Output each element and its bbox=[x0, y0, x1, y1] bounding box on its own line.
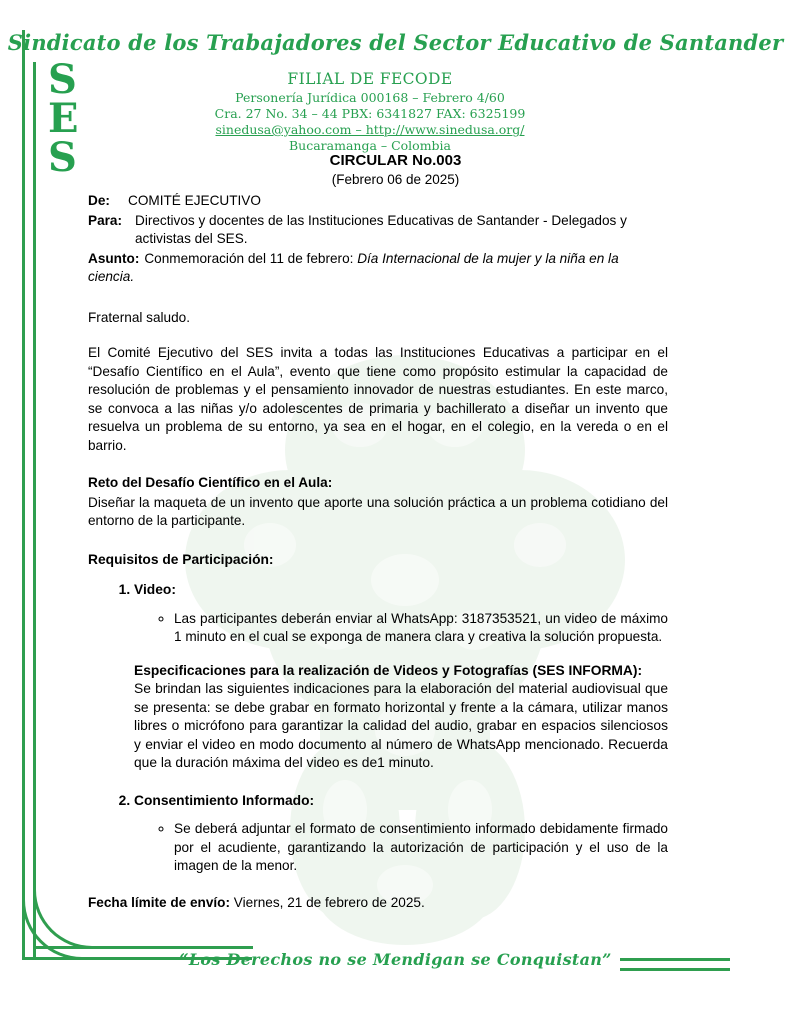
asunto-value: Conmemoración del 11 de febrero: bbox=[144, 250, 358, 266]
consentimiento-bullet-list bbox=[134, 820, 668, 876]
de-value: COMITÉ EJECUTIVO bbox=[128, 193, 261, 208]
reto-text: Diseñar la maqueta de un invento que aporte una solución práctica a un problema cotidiano del entorno de la participante. bbox=[88, 494, 668, 528]
circular-number-title: CIRCULAR No.003 bbox=[329, 152, 462, 169]
address-line: Cra. 27 No. 34 – 44 PBX: 6341827 FAX: 6325199 bbox=[214, 106, 526, 121]
reto-title: Reto del Desafío Científico en el Aula: bbox=[88, 475, 333, 490]
asunto-italic-value: Día Internacional de la mujer y la niña en la ciencia. bbox=[88, 250, 619, 284]
requisitos-title: Requisitos de Participación: bbox=[88, 551, 274, 567]
frame-left-outer-line bbox=[22, 30, 25, 960]
intro-paragraph: El Comité Ejecutivo del SES invita a todas las Instituciones Educativas a participar en el “Desafío Científico en el Aula”, evento que tiene como propósito estimular la capacidad de resolución de problemas y el pensamiento innovador de nuestras estudiantes. En este marco, se convoca a las niñas y/o adolescentes de primaria y bachillerato a diseñar un invento que resuelva un problema de su entorno, ya sea en el hogar, en el colegio, en la vereda o en el barrio. bbox=[88, 345, 668, 453]
asunto-label: Asunto: bbox=[88, 250, 140, 266]
para-value: Directivos y docentes de las Instituciones Educativas de Santander - Delegados y activistas del SES. bbox=[135, 212, 627, 246]
spec-block bbox=[134, 662, 668, 773]
footer-rule-right-lower bbox=[620, 968, 730, 971]
meta-row-de bbox=[88, 192, 668, 211]
frame-left-inner-line bbox=[33, 62, 36, 960]
spec-text: Se brindan las siguientes indicaciones para la elaboración del material audiovisual que se presenta: se debe grabar en formato horizontal y frente a la cámara, utilizar manos libres o micrófono para garantizar la calidad del audio, grabar en espacios silenciosos y enviar el video en modo documento al número de WhatsApp mencionado. Recuerda que la duración máxima del video es de1 minuto. bbox=[134, 681, 668, 770]
legal-line: Personería Jurídica 000168 – Febrero 4/60 bbox=[235, 90, 505, 105]
list-item-video bbox=[134, 581, 668, 773]
meta-row-para bbox=[88, 212, 668, 249]
fecha-limite-label: Fecha límite de envío: bbox=[88, 894, 231, 910]
greeting-paragraph: Fraternal saludo. bbox=[88, 309, 191, 325]
filial-label: FILIAL DE FECODE bbox=[287, 70, 453, 88]
item2-title: Consentimiento Informado: bbox=[134, 792, 315, 808]
organization-title: Sindicato de los Trabajadores del Sector Educativo de Santander bbox=[7, 30, 784, 55]
item1-title: Video: bbox=[134, 582, 176, 597]
de-label: De: bbox=[88, 193, 110, 208]
meta-row-asunto bbox=[88, 250, 668, 287]
logo-letter-s2: S bbox=[48, 134, 78, 181]
footer-rule-right-upper bbox=[620, 958, 730, 961]
requisitos-list bbox=[88, 581, 668, 876]
email-website-line[interactable]: sinedusa@yahoo.com – http://www.sinedusa.org/ bbox=[215, 122, 525, 137]
document-body bbox=[88, 192, 668, 912]
header-contact-block bbox=[110, 70, 630, 154]
list-item: ◦ Se deberá adjuntar el formato de consentimiento informado debidamente firmado por el acudiente, garantizando la autorización de participación y el uso de la imagen de la menor. bbox=[174, 820, 668, 876]
list-item-consentimiento bbox=[134, 792, 668, 876]
logo-letter-s1: S bbox=[48, 56, 78, 103]
logo-letter-e: E bbox=[48, 95, 80, 142]
video-bullet-list bbox=[134, 610, 668, 647]
circular-date: (Febrero 06 de 2025) bbox=[331, 172, 460, 187]
footer-slogan: “Los Derechos no se Mendigan se Conquistan” bbox=[179, 950, 612, 969]
fecha-limite-row bbox=[88, 894, 668, 913]
city-line: Bucaramanga – Colombia bbox=[288, 138, 452, 153]
spec-heading: Especificaciones para la realización de Videos y Fotografías (SES INFORMA): bbox=[134, 662, 643, 678]
para-label: Para: bbox=[88, 212, 123, 228]
list-item: ◦ Las participantes deberán enviar al WhatsApp: 3187353521, un video de máximo 1 minuto en el cual se exponga de manera clara y creativa la solución propuesta. bbox=[174, 610, 668, 647]
fecha-limite-value: Viernes, 21 de febrero de 2025. bbox=[230, 894, 425, 910]
